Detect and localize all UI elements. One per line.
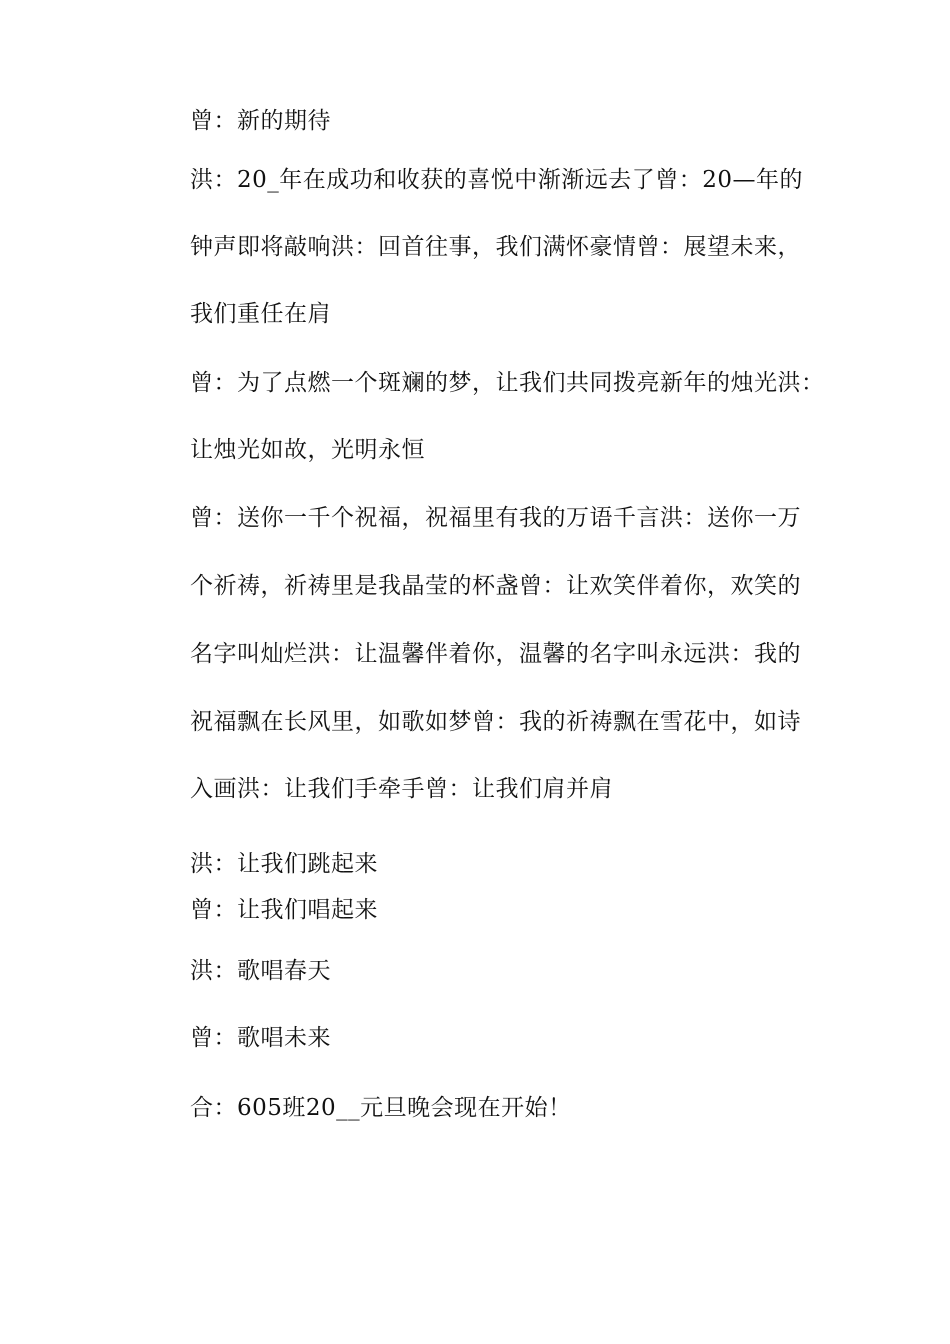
script-line: 曾：歌唱未来 bbox=[190, 1025, 331, 1051]
script-line: 让烛光如故，光明永恒 bbox=[190, 437, 425, 463]
script-line: 钟声即将敲响洪：回首往事，我们满怀豪情曾：展望未来， bbox=[190, 234, 801, 260]
script-line: 我们重任在肩 bbox=[190, 301, 331, 327]
script-line: 入画洪：让我们手牵手曾：让我们肩并肩 bbox=[190, 776, 613, 802]
script-line: 合：605班20__元旦晚会现在开始！ bbox=[190, 1095, 572, 1121]
script-line: 曾：新的期待 bbox=[190, 108, 331, 134]
script-line: 个祈祷，祈祷里是我晶莹的杯盏曾：让欢笑伴着你，欢笑的 bbox=[190, 573, 801, 599]
script-line: 洪：20_年在成功和收获的喜悦中渐渐远去了曾：20—年的 bbox=[190, 167, 804, 193]
script-line: 曾：送你一千个祝福，祝福里有我的万语千言洪：送你一万 bbox=[190, 505, 801, 531]
script-line: 曾：为了点燃一个斑斓的梦，让我们共同拨亮新年的烛光洪： bbox=[190, 370, 825, 396]
script-line: 洪：让我们跳起来 bbox=[190, 851, 378, 877]
script-line: 曾：让我们唱起来 bbox=[190, 897, 378, 923]
script-line: 祝福飘在长风里，如歌如梦曾：我的祈祷飘在雪花中，如诗 bbox=[190, 709, 801, 735]
script-line: 名字叫灿烂洪：让温馨伴着你，温馨的名字叫永远洪：我的 bbox=[190, 641, 801, 667]
script-line: 洪：歌唱春天 bbox=[190, 958, 331, 984]
